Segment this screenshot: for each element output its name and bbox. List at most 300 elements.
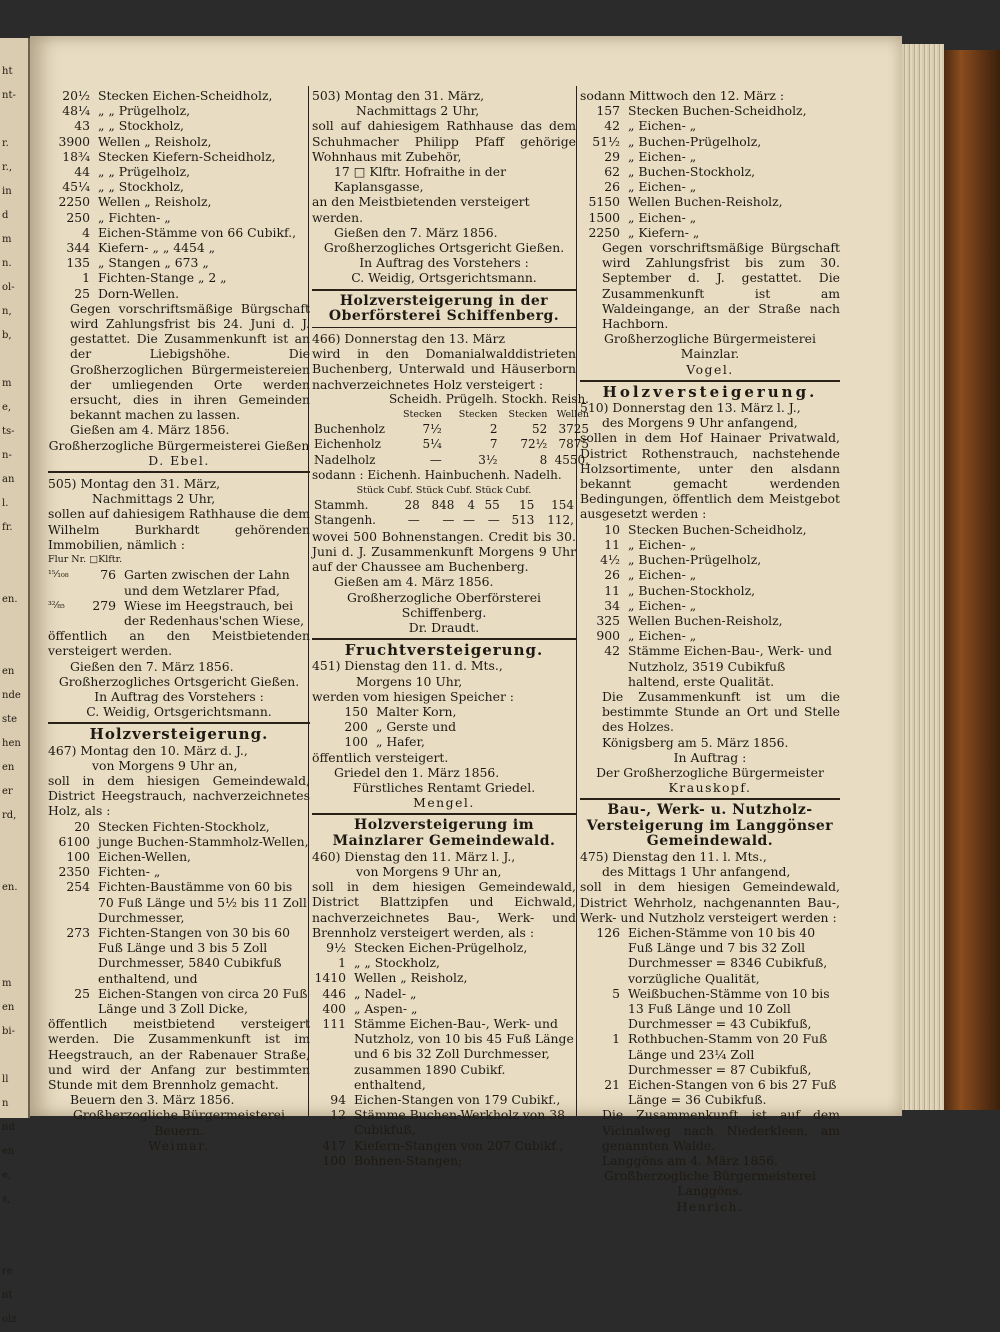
item-description: Stämme Eichen-Bau-, Werk- und Nutzholz, von 10 bis 45 Fuß Länge und 6 bis 32 Zoll Durchmesser, zusammen 1890 Cubikf. enthaltend,: [354, 1015, 574, 1092]
item-description: „ Eichen- „: [628, 148, 697, 164]
notice-time: Morgens 10 Uhr,: [356, 673, 463, 689]
item-quantity: 100: [322, 1152, 346, 1168]
column-1: [48, 88, 310, 1153]
item-description: „ Eichen- „: [628, 628, 697, 644]
notice-title: Holzversteigerung.: [89, 725, 269, 744]
notice-signature: Vogel.: [686, 361, 734, 377]
item-quantity: 25: [74, 285, 90, 301]
item-quantity: 1: [338, 955, 346, 971]
list-item: [312, 1001, 576, 1016]
table-cell: Stecken: [458, 409, 498, 421]
margin-fragment: m: [2, 378, 12, 389]
list-item: [580, 628, 840, 643]
margin-fragment: [2, 900, 28, 924]
item-description: „ Eichen- „: [628, 567, 697, 583]
notice-text: sollen auf dahiesigem Rathhause die dem Wilhelm Burkhardt gehörenden Immobilien, nämlich :: [48, 506, 310, 552]
item-quantity: 273: [66, 924, 90, 940]
list-item: [580, 225, 840, 240]
list-item: [580, 118, 840, 133]
notice-signature: Weimar.: [148, 1137, 210, 1153]
margin-fragment: re: [2, 1266, 13, 1277]
margin-fragment: n,: [2, 306, 12, 317]
notice-head: 475) Dienstag den 11. l. Mts.,: [580, 848, 767, 864]
table-cell: —: [407, 513, 420, 528]
item-description: Stämme Buchen-Werkholz von 38 Cubikfuß,: [354, 1107, 565, 1138]
notice-time: von Morgens 9 Uhr an,: [92, 757, 238, 773]
property-row: [48, 567, 310, 597]
list-item: [580, 179, 840, 194]
item-quantity: 5150: [588, 194, 620, 210]
margin-fragment: [2, 948, 28, 972]
item-description: „ Buchen-Prügelholz,: [628, 133, 762, 149]
list-item: [48, 118, 310, 133]
list-item: [312, 719, 576, 734]
list-item: [312, 940, 576, 955]
margin-fragment: olz: [2, 1314, 17, 1325]
notice-time: von Morgens 9 Uhr an,: [356, 863, 502, 879]
item-quantity: 51½: [592, 133, 620, 149]
list-item: [48, 194, 310, 209]
notice-text: soll in dem hiesigen Gemeindewald, District Blattzipfen und Eichwald, nachverzeichnetes Bau-, Werk- und Brennholz versteigert werden, als :: [312, 879, 576, 940]
margin-fragment: n-: [2, 450, 12, 461]
item-description: Eichen-Wellen,: [98, 848, 191, 864]
table-header: Flur Nr. □Klftr.: [48, 554, 123, 566]
book-binding: [944, 50, 1000, 1110]
column-rule-2: [576, 86, 577, 1116]
margin-fragment: en: [2, 666, 15, 677]
wood-list: [580, 103, 840, 240]
item-description: Fichten-Stange „ 2 „: [98, 270, 227, 286]
margin-fragment: fr.: [2, 522, 13, 533]
margin-fragment: [2, 924, 28, 948]
item-description: „ Hafer,: [376, 734, 425, 750]
wood-list: [48, 819, 310, 1017]
item-quantity: 29: [604, 148, 620, 164]
list-item: [312, 1153, 576, 1168]
item-quantity: 100: [66, 848, 90, 864]
item-description: „ Buchen-Stockholz,: [628, 582, 756, 598]
item-quantity: 11: [604, 536, 620, 552]
item-description: „ Stangen „ 673 „: [98, 255, 209, 271]
item-quantity: 325: [596, 612, 620, 628]
table-cell: 55: [484, 498, 500, 513]
margin-fragment: [2, 348, 28, 372]
item-description: „ Fichten- „: [98, 209, 171, 225]
list-item: [580, 522, 840, 537]
item-quantity: 45¼: [62, 179, 90, 195]
notice-text: sollen in dem Hof Hainaer Privatwald, District Rothenstrauch, nachstehende Holzsortimente, unter den alsdann bekannt gemacht werdenden Bedingungen, öffentlich dem Meistgebot ausgesetzt werden :: [580, 430, 840, 522]
item-description: „ Gerste und: [376, 719, 457, 735]
list-item: [312, 955, 576, 970]
item-description: Wellen Buchen-Reisholz,: [628, 612, 783, 628]
column-3: [580, 88, 840, 1214]
item-description: „ Eichen- „: [628, 179, 697, 195]
table-row: [312, 422, 591, 437]
margin-fragment: rd,: [2, 810, 17, 821]
item-description: „ Eichen- „: [628, 118, 697, 134]
item-quantity: 2350: [58, 864, 90, 880]
item-quantity: 126: [596, 924, 620, 940]
item-quantity: 25: [74, 985, 90, 1001]
item-description: Eichen-Stämme von 66 Cubikf.,: [98, 224, 297, 240]
margin-fragment: [2, 1212, 28, 1236]
margin-fragment: e,: [2, 1170, 12, 1181]
item-description: Malter Korn,: [376, 703, 457, 719]
item-description: „ Buchen-Prügelholz,: [628, 552, 762, 568]
margin-fragment: [2, 540, 28, 564]
table-cell: —: [442, 513, 455, 528]
table-cell: 154: [551, 498, 574, 513]
notice-authority: Großherzogliches Ortsgericht Gießen.: [323, 240, 565, 256]
item-description: Stecken Eichen-Prügelholz,: [354, 939, 528, 955]
table-caption: sodann : Eichenh. Hainbuchenh. Nadelh.: [312, 467, 562, 482]
notice-475: [580, 803, 840, 1213]
wood-list: [48, 88, 310, 301]
list-item: [580, 598, 840, 613]
list-item: [312, 734, 576, 749]
list-item: [580, 986, 840, 1032]
table-cell: Scheidh.: [388, 391, 442, 406]
notice-authority: In Auftrag des Vorstehers :: [359, 255, 529, 271]
margin-fragment: m: [2, 234, 12, 245]
item-description: „ Eichen- „: [628, 597, 697, 613]
list-item: [48, 255, 310, 270]
grain-list: [312, 704, 576, 750]
table-cell: —: [462, 513, 475, 528]
notice-text: Gegen vorschriftsmäßige Bürgschaft wird Zahlungsfrist bis 24. Juni d. J. gestattet. Die Zusammenkunft ist an der Liebigshöhe. Die Großherzoglichen Bürgermeistereien der umliegenden Orte werden ersucht, dies in ihren Gemeinden bekannt machen zu lassen.: [70, 300, 310, 423]
list-item: [48, 225, 310, 240]
item-description: Stecken Kiefern-Scheidholz,: [98, 148, 276, 164]
margin-fragment: nt: [2, 1290, 13, 1301]
list-item: [580, 583, 840, 598]
notice-text: soll in dem hiesigen Gemeindewald, District Wehrholz, nachgenannten Bau-, Werk- und Nutzholz versteigert werden :: [580, 879, 840, 925]
table-cell: Stecken: [508, 409, 548, 421]
notice-title: Bau-, Werk- u. Nutzholz-Versteigerung im Langgönser Gemeindewald.: [586, 802, 834, 849]
item-description: Wellen Buchen-Reisholz,: [628, 194, 783, 210]
list-item: [48, 103, 310, 118]
margin-fragment: d: [2, 210, 9, 221]
notice-time: des Morgens 9 Uhr anfangend,: [602, 415, 798, 431]
margin-fragment: ol-: [2, 282, 15, 293]
notice-title: Holzversteigerung.: [602, 382, 818, 401]
notice-head: sodann Mittwoch den 12. März :: [580, 88, 785, 103]
wood-table: [312, 392, 591, 468]
item-description: Eichen-Stangen von 179 Cubikf.,: [354, 1092, 561, 1107]
table-cell: 4: [467, 498, 475, 513]
list-item: [48, 179, 310, 194]
margin-fragment: en.: [2, 594, 18, 605]
notice-title: Holzversteigerung in der Oberförsterei Schiffenberg.: [328, 292, 560, 324]
list-item: [580, 1031, 840, 1077]
list-item: [580, 194, 840, 209]
margin-fragment: en.: [2, 882, 18, 893]
table-cell: Stockh.: [501, 391, 548, 406]
item-quantity: 62: [604, 164, 620, 180]
notice-head: 460) Dienstag den 11. März l. J.,: [312, 848, 516, 864]
margin-fragment: [2, 564, 28, 588]
left-page-edge: [0, 38, 30, 1325]
notice-505: [48, 476, 310, 719]
list-item: [48, 879, 310, 925]
list-item: [48, 925, 310, 986]
item-description: „ „ Prügelholz,: [98, 103, 191, 119]
notice-signature: D. Ebel.: [148, 452, 210, 468]
parcel-size: 279: [92, 597, 116, 613]
item-description: „ Kiefern- „: [628, 224, 700, 240]
notice-text: soll in dem hiesigen Gemeindewald, District Heegstrauch, nachverzeichnetes Holz, als :: [48, 772, 310, 819]
notice-authority: Der Großherzogliche Bürgermeister: [596, 764, 824, 780]
notice-head: 467) Montag den 10. März d. J.,: [48, 742, 248, 758]
margin-fragment: l.: [2, 498, 9, 509]
table-cell: —: [487, 513, 500, 528]
item-quantity: 344: [66, 240, 90, 256]
margin-fragment: en: [2, 762, 15, 773]
notice-authority: Fürstliches Rentamt Griedel.: [352, 779, 536, 795]
table-cell: Nadelholz: [314, 452, 376, 467]
item-quantity: 94: [330, 1092, 346, 1107]
wood-list: [312, 940, 576, 1168]
wood-list: [580, 522, 840, 689]
item-quantity: 2250: [58, 194, 90, 210]
margin-fragment: hen: [2, 738, 21, 749]
item-quantity: 150: [344, 703, 368, 719]
item-description: Stecken Buchen-Scheidholz,: [628, 103, 807, 119]
table-cell: 4550,: [554, 452, 589, 467]
table-row: [312, 407, 591, 422]
margin-fragment: n.: [2, 258, 12, 269]
table-cell: 28: [404, 498, 420, 513]
parcel-number: ¹⁵⁄₁₀₈: [48, 569, 69, 581]
parcel-description: Wiese im Heegstrauch, bei der Redenhaus'schen Wiese,: [124, 597, 305, 628]
margin-fragment: ht: [2, 66, 13, 77]
list-item: [312, 1138, 576, 1153]
item-quantity: 20: [74, 818, 90, 834]
parcel-number: ³²⁄₈₅: [48, 599, 65, 611]
margin-fragment: ts-: [2, 426, 15, 437]
left-margin-fragments: [0, 38, 28, 1332]
list-item: [312, 986, 576, 1001]
margin-fragment: [2, 636, 28, 660]
item-quantity: 446: [322, 985, 346, 1001]
wood-list: [580, 925, 840, 1107]
item-description: Fichten-Stangen von 30 bis 60 Fuß Länge und 3 bis 5 Zoll Durchmesser, 5840 Cubikfuß enthaltend, und: [98, 924, 291, 986]
notice-holz-giessen: [48, 88, 310, 468]
table-cell: Wellen: [556, 409, 589, 421]
item-quantity: 9½: [326, 939, 346, 955]
notice-text: an den Meistbietenden versteigert werden.: [312, 194, 530, 225]
item-quantity: 135: [66, 255, 90, 271]
table-subheader: Stück Cubf. Stück Cubf. Stück Cubf.: [356, 485, 532, 497]
page-edges: [902, 44, 944, 1110]
margin-fragment: nt-: [2, 90, 16, 101]
item-quantity: 2250: [588, 224, 620, 240]
newspaper-page: [30, 36, 902, 1214]
list-item: [580, 149, 840, 164]
item-description: Eichen-Stämme von 10 bis 40 Fuß Länge und 7 bis 32 Zoll Durchmesser = 8346 Cubikfuß, vorzügliche Qualität,: [628, 924, 828, 986]
list-item: [580, 567, 840, 582]
list-item: [580, 925, 840, 986]
list-item: [580, 210, 840, 225]
table-cell: Stangenh.: [314, 513, 376, 528]
notice-date: Königsberg am 5. März 1856.: [602, 734, 789, 750]
item-quantity: 111: [322, 1015, 346, 1031]
list-item: [48, 240, 310, 255]
margin-fragment: [2, 852, 28, 876]
item-description: Kiefern- „ „ 4454 „: [98, 240, 216, 256]
margin-fragment: s,: [2, 1194, 11, 1205]
item-description: Eichen-Stangen von 6 bis 27 Fuß Länge = 36 Cubikfuß.: [628, 1077, 837, 1108]
table-cell: [312, 392, 387, 407]
margin-fragment: ste: [2, 714, 18, 725]
item-quantity: 42: [604, 118, 620, 134]
item-quantity: 34: [604, 597, 620, 613]
margin-fragment: ll: [2, 1074, 9, 1085]
margin-fragment: er: [2, 786, 13, 797]
notice-date: Gießen den 7. März 1856.: [334, 224, 498, 240]
table-cell: —: [429, 452, 442, 467]
table-cell: 513: [511, 513, 535, 528]
table-cell: 7: [489, 437, 498, 452]
table-cell: Buchenholz: [314, 422, 385, 437]
item-quantity: 11: [604, 582, 620, 598]
table-cell: 112,: [547, 513, 574, 528]
list-item: [312, 970, 576, 985]
item-quantity: 18¾: [62, 148, 90, 164]
item-description: Dorn-Wellen.: [98, 285, 180, 301]
item-description: Stecken Fichten-Stockholz,: [98, 818, 270, 834]
item-quantity: 1: [82, 270, 90, 286]
list-item: [48, 88, 310, 103]
notice-text: wird in den Domanialwalddistrieten Buchenberg, Unterwald und Häuserborn nachverzeichnetes Holz versteigert :: [312, 346, 576, 392]
item-description: Fichten-Baustämme von 60 bis 70 Fuß Länge und 5½ bis 11 Zoll Durchmesser,: [98, 879, 307, 925]
table-cell: Eichenholz: [314, 437, 381, 452]
notice-467: [48, 727, 310, 1153]
item-description: „ Eichen- „: [628, 209, 697, 225]
notice-signature: C. Weidig, Ortsgerichtsmann.: [86, 704, 272, 720]
wood-table-2: [312, 498, 576, 528]
item-quantity: 5: [612, 985, 620, 1001]
item-quantity: 44: [74, 164, 90, 180]
table-cell: 7½: [422, 422, 442, 437]
notice-503: [312, 88, 576, 286]
list-item: [580, 1077, 840, 1107]
margin-fragment: r.,: [2, 162, 13, 173]
notice-signature: C. Weidig, Ortsgerichtsmann.: [351, 270, 537, 286]
list-item: [580, 103, 840, 118]
item-quantity: 200: [344, 719, 368, 735]
notice-date: Griedel den 1. März 1856.: [334, 764, 500, 780]
item-description: „ Eichen- „: [628, 536, 697, 552]
item-quantity: 10: [604, 521, 620, 537]
list-item: [48, 210, 310, 225]
item-description: Eichen-Stangen von circa 20 Fuß Länge und 3 Zoll Dicke,: [98, 985, 308, 1016]
notice-466: [312, 292, 589, 635]
table-cell: Prügelh.: [445, 391, 498, 406]
notice-text: soll auf dahiesigem Rathhause das dem Schuhmacher Philipp Pfaff gehörige Wohnhaus mit Zubehör,: [312, 118, 576, 164]
notice-head: 466) Donnerstag den 13. März: [312, 331, 505, 347]
margin-fragment: m: [2, 978, 12, 989]
notice-authority: Großherzogliche Oberförsterei Schiffenberg.: [346, 589, 542, 620]
notice-time: Nachmittags 2 Uhr,: [92, 491, 216, 507]
item-quantity: 20½: [62, 88, 90, 103]
list-item: [48, 819, 310, 834]
list-item: [580, 134, 840, 149]
item-description: Kiefern-Stangen von 207 Cubikf.,: [354, 1137, 564, 1153]
property-list: [48, 567, 310, 628]
list-item: [580, 164, 840, 179]
table-cell: Stecken: [403, 409, 442, 421]
item-quantity: 26: [604, 179, 620, 195]
notice-head: 503) Montag den 31. März,: [312, 88, 485, 103]
table-cell: 3725: [558, 422, 589, 437]
list-item: [48, 134, 310, 149]
table-cell: 7875: [558, 437, 589, 452]
notice-authority: Großherzogliche Bürgermeisterei Langgöns.: [604, 1168, 816, 1199]
margin-fragment: [2, 1236, 28, 1260]
item-description: Rothbuchen-Stamm von 20 Fuß Länge und 23¼ Zoll Durchmesser = 87 Cubikfuß,: [628, 1031, 828, 1077]
notice-title: Holzversteigerung im Mainzlarer Gemeindewald.: [332, 817, 556, 849]
item-description: Stecken Eichen-Scheidholz,: [98, 88, 273, 103]
notice-date: Gießen am 4. März 1856.: [70, 422, 230, 438]
notice-text: Die Zusammenkunft ist auf dem Vicinalweg nach Niederkleen, am genannten Walde.: [602, 1107, 840, 1153]
item-quantity: 1410: [314, 970, 346, 986]
table-cell: 15: [519, 498, 535, 513]
item-quantity: 43: [74, 118, 90, 134]
list-item: [312, 1092, 576, 1107]
item-description: „ „ Stockholz,: [98, 179, 184, 195]
notice-signature: Dr. Draudt.: [408, 619, 480, 635]
notice-date: Beuern den 3. März 1856.: [70, 1092, 235, 1108]
notice-date: Gießen den 7. März 1856.: [70, 658, 234, 674]
list-item: [48, 270, 310, 285]
item-quantity: 1500: [588, 209, 620, 225]
table-cell: 8: [539, 452, 548, 467]
table-cell: 72½: [520, 437, 548, 452]
notice-head: 505) Montag den 31. März,: [48, 476, 221, 492]
item-quantity: 900: [596, 628, 620, 644]
list-item: [312, 1016, 576, 1092]
list-item: [48, 849, 310, 864]
notice-time: Nachmittags 2 Uhr,: [356, 103, 480, 119]
item-description: junge Buchen-Stammholz-Wellen,: [98, 833, 309, 849]
notice-head: 451) Dienstag den 11. d. Mts.,: [312, 658, 503, 674]
table-cell: [312, 407, 387, 422]
notice-authority: In Auftrag des Vorstehers :: [94, 688, 264, 704]
notice-text: Die Zusammenkunft ist um die bestimmte Stunde an Ort und Stelle des Holzes.: [602, 688, 840, 735]
notice-authority: In Auftrag :: [673, 749, 747, 765]
table-row: [312, 437, 591, 452]
notice-460: [312, 818, 576, 1168]
margin-fragment: en: [2, 1146, 15, 1157]
item-description: „ „ Stockholz,: [98, 118, 184, 134]
notice-date: Langgöns am 4. März 1856.: [602, 1153, 778, 1169]
item-quantity: 3900: [58, 133, 90, 149]
margin-fragment: e,: [2, 402, 12, 413]
item-quantity: 100: [344, 734, 368, 750]
list-item: [48, 149, 310, 164]
item-quantity: 4½: [600, 552, 620, 568]
margin-fragment: [2, 612, 28, 636]
item-quantity: 6100: [58, 833, 90, 849]
notice-authority: Großherzogliches Ortsgericht Gießen.: [58, 673, 300, 689]
table-cell: Stammh.: [314, 498, 369, 513]
notice-451: [312, 643, 576, 810]
list-item: [580, 643, 840, 689]
list-item: [48, 834, 310, 849]
item-quantity: 157: [596, 103, 620, 119]
item-quantity: 26: [604, 567, 620, 583]
list-item: [580, 552, 840, 567]
